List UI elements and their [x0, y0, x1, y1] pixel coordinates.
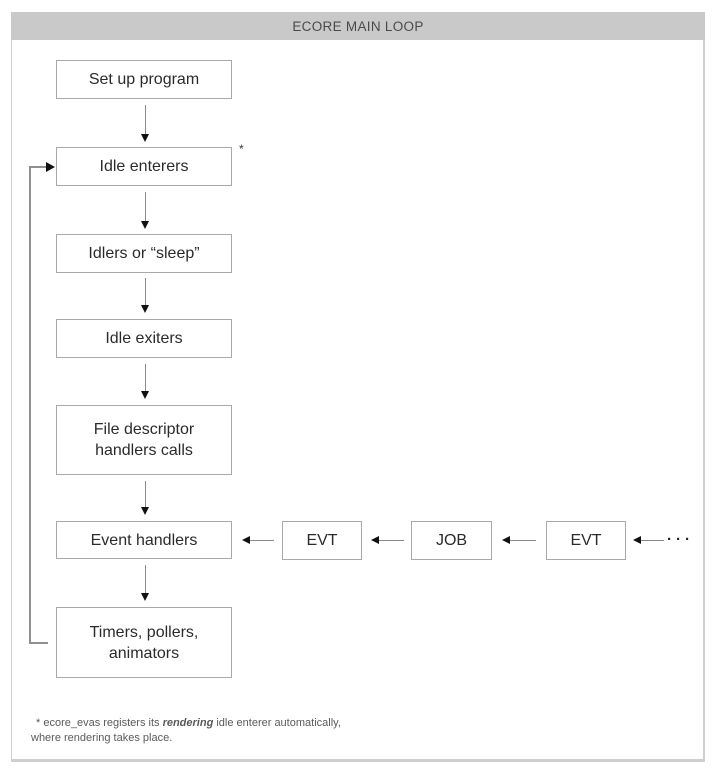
queue-box-evt-1	[282, 521, 362, 560]
footnote-line-2: where rendering takes place.	[31, 732, 173, 744]
flow-box-event-handlers	[56, 521, 232, 559]
flow-box-label: Event handlers	[90, 531, 198, 549]
loop-arrow-head-icon	[46, 162, 55, 172]
flow-box-label: Set up program	[88, 71, 200, 88]
flow-box-idle-enterers	[56, 147, 232, 186]
queue-box-job	[411, 521, 492, 560]
flow-box-label: File descriptor handlers calls	[93, 421, 195, 459]
flow-box-label: Idle exiters	[105, 330, 183, 347]
flow-box-idle-exiters	[56, 319, 232, 358]
flow-box-file-descriptor-handlers	[56, 405, 232, 475]
footnote	[31, 716, 341, 746]
queue-box-evt-2	[546, 521, 626, 560]
footnote-marker-asterisk: *	[239, 142, 244, 156]
page-title: ECORE MAIN LOOP	[292, 18, 424, 34]
loop-line-vertical	[29, 166, 31, 644]
queue-box-label: EVT	[306, 532, 338, 549]
flow-box-label: Idle enterers	[99, 158, 189, 175]
flow-box-label: Timers, pollers, animators	[89, 623, 199, 662]
title-bar	[11, 12, 705, 40]
flow-box-set-up-program	[56, 60, 232, 99]
loop-line-top	[29, 166, 46, 168]
flow-box-label: Idlers or “sleep”	[88, 245, 200, 262]
queue-ellipsis: ···	[667, 531, 694, 548]
queue-box-label: JOB	[435, 532, 468, 549]
flow-box-timers-pollers-animators	[56, 607, 232, 678]
footnote-line-1: * ecore_evas registers its rendering idle enterer automatically,	[36, 717, 341, 729]
queue-box-label: EVT	[570, 532, 602, 549]
flow-box-idlers-or-sleep	[56, 234, 232, 273]
loop-line-bottom	[29, 642, 48, 644]
footnote-emphasis: rendering	[162, 717, 214, 729]
